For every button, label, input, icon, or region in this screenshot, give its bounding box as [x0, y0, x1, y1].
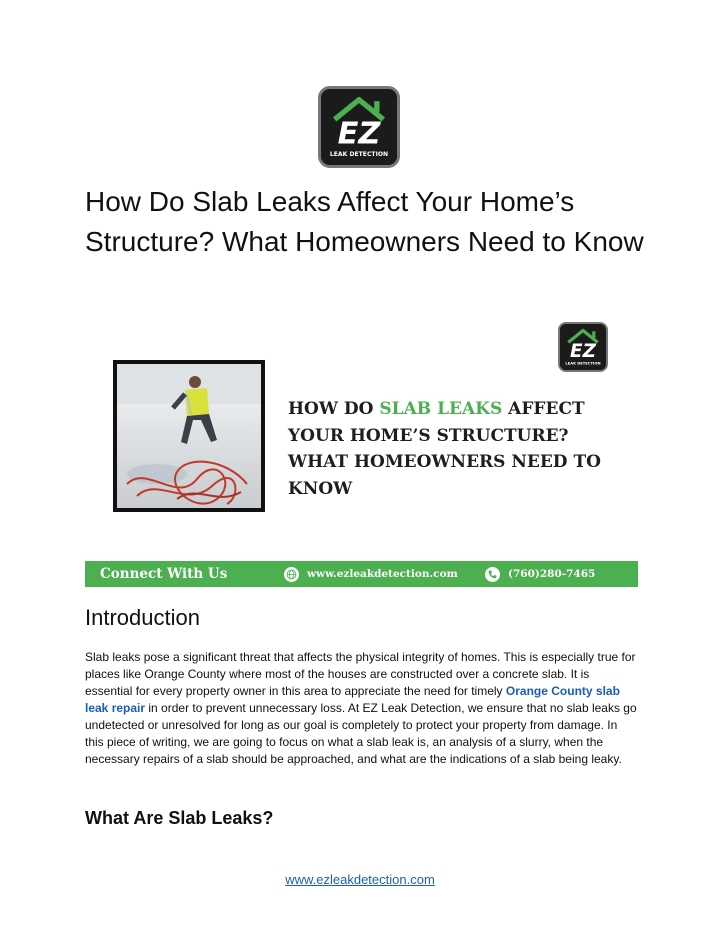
- logo-text: EZ: [337, 116, 381, 152]
- globe-icon: [284, 567, 299, 582]
- banner-logo: [558, 322, 608, 372]
- hero-heading-highlight: SLAB LEAKS: [379, 399, 503, 419]
- section-heading: What Are Slab Leaks?: [85, 808, 274, 828]
- connect-website[interactable]: www.ezleakdetection.com: [307, 568, 458, 580]
- intro-paragraph: [85, 649, 637, 768]
- logo-subtext: LEAK DETECTION: [329, 150, 389, 158]
- connect-phone[interactable]: (760)280-7465: [508, 568, 596, 580]
- worker-photo-graphic: [117, 364, 261, 508]
- orange-county-slab-leak-repair-link[interactable]: Orange County slab leak repair: [85, 684, 620, 715]
- intro-text-1: Slab leaks pose a significant threat that affects the physical integrity of homes. This is especially true for places like Orange County where most of the houses are constructed over a concrete slab. It is essential for every property owner in this area to appreciate the need for timely: [85, 650, 636, 698]
- connect-label: Connect With Us: [100, 566, 228, 582]
- page-title: How Do Slab Leaks Affect Your Home’s Structure? What Homeowners Need to Know: [85, 186, 644, 257]
- company-logo: [318, 86, 400, 168]
- intro-text-2: in order to prevent unnecessary loss. At EZ Leak Detection, we ensure that no slab leaks go undetected or unresolved for long as our goal is completely to protect your property from damage. In this piece of writing, we are going to focus on what a slab leak is, an analysis of a slurry, when the necessary repairs of a slab should be approached, and what are the indications of a slab being leaky.: [85, 701, 637, 766]
- ez-logo-small-graphic: [560, 324, 606, 370]
- ez-logo-graphic: [321, 89, 397, 165]
- logo-small-subtext: LEAK DETECTION: [565, 361, 601, 366]
- connect-bar: [85, 561, 638, 587]
- hero-heading-post: AFFECT YOUR HOME’S STRUCTURE? WHAT HOMEOWNERS NEED TO KNOW: [288, 399, 601, 499]
- logo-small-text: EZ: [570, 341, 596, 363]
- hero-heading: [288, 396, 628, 502]
- phone-icon: [485, 567, 500, 582]
- hero-photo: [113, 360, 265, 512]
- footer-website-link[interactable]: www.ezleakdetection.com: [285, 872, 435, 887]
- intro-heading: Introduction: [85, 605, 200, 630]
- hero-heading-pre: HOW DO: [288, 399, 380, 419]
